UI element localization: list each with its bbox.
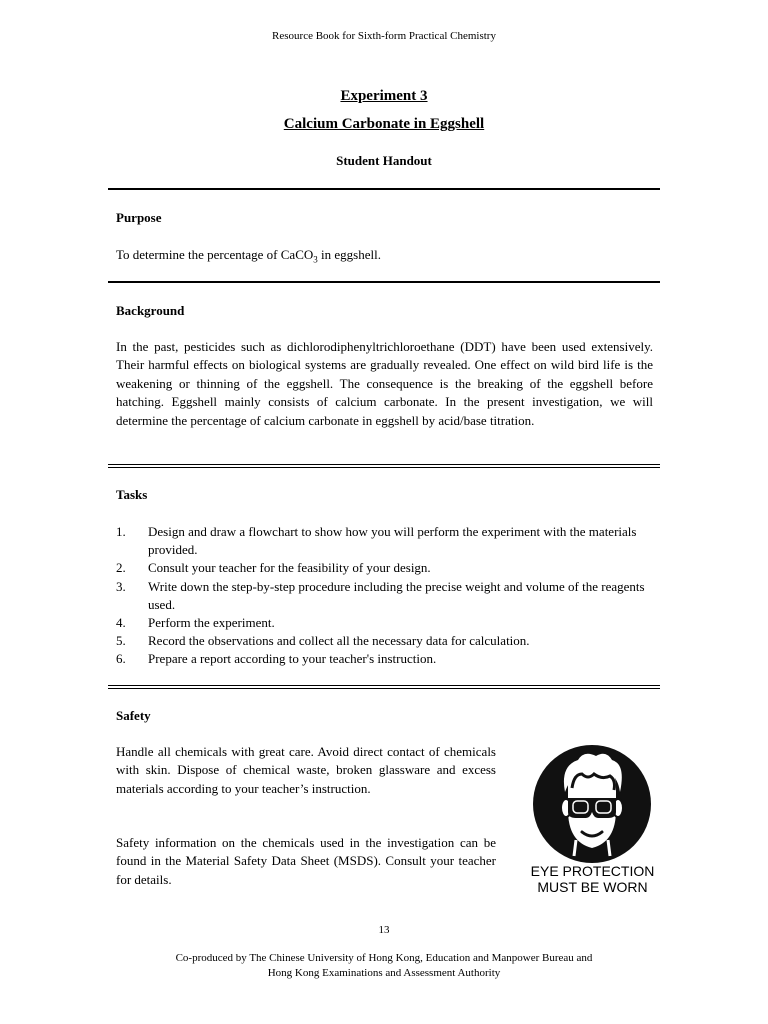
experiment-title: Calcium Carbonate in Eggshell <box>283 116 485 132</box>
handout-label: Student Handout <box>336 153 432 168</box>
section-divider-double <box>108 464 660 468</box>
background-heading: Background <box>116 303 185 318</box>
list-item-text: Consult your teacher for the feasibility of your design. <box>148 560 431 576</box>
footer-line-1: Co-produced by The Chinese University of Hong Kong, Education and Manpower Bureau and <box>175 952 593 964</box>
list-item <box>116 578 653 614</box>
list-item <box>116 559 653 577</box>
list-item-text: Write down the step-by-step procedure including the precise weight and volume of the reagents used. <box>148 578 645 612</box>
list-item <box>116 632 653 650</box>
list-item <box>116 523 653 559</box>
list-item-number: 1. <box>116 524 126 539</box>
purpose-text: To determine the percentage of CaCO$_3$ in eggshell. <box>116 247 381 265</box>
background-text: In the past, pesticides such as dichlorodiphenyltrichloroethane (DDT) have been used extensively. Their harmful effects on biological systems are gradually revealed. One effect on wild bird life is the weakening or thinning of the eggshell. The consequence is the breaking of the eggshell before hatching. Eggshell mainly consists of calcium carbonate. In the present investigation, we will determine the percentage of calcium carbonate in eggshell by acid/base titration. <box>116 339 653 428</box>
safety-heading: Safety <box>116 708 151 723</box>
eye-protection-icon <box>532 744 652 864</box>
list-item-number: 4. <box>116 615 126 631</box>
sign-line-1: EYE PROTECTION <box>530 863 655 879</box>
list-item <box>116 650 653 668</box>
purpose-heading: Purpose <box>116 210 162 225</box>
running-header: Resource Book for Sixth-form Practical Chemistry <box>272 30 496 42</box>
eye-protection-caption <box>520 863 665 895</box>
list-item-text: Design and draw a flowchart to show how you will perform the experiment with the materials provided. <box>148 524 637 558</box>
footer <box>0 951 768 981</box>
section-divider <box>108 188 660 190</box>
tasks-heading: Tasks <box>116 487 148 502</box>
safety-text-msds: Safety information on the chemicals used in the investigation can be found in the Material Safety Data Sheet (MSDS). Consult your teacher for details. <box>116 835 496 887</box>
list-item-number: 5. <box>116 633 126 649</box>
list-item-text: Perform the experiment. <box>148 615 275 631</box>
list-item <box>116 614 653 632</box>
footer-line-2: Hong Kong Examinations and Assessment Authority <box>267 967 501 979</box>
list-item-text: Prepare a report according to your teacher's instruction. <box>148 651 437 667</box>
section-divider <box>108 281 660 283</box>
experiment-number: Experiment 3 <box>340 88 428 104</box>
page-number: 13 <box>378 924 390 936</box>
sign-line-2: MUST BE WORN <box>537 879 648 895</box>
list-item-text: Record the observations and collect all the necessary data for calculation. <box>148 633 530 649</box>
safety-text-handling: Handle all chemicals with great care. Avoid direct contact of chemicals with skin. Dispose of chemical waste, broken glassware and excess materials according to your teacher’s instruction. <box>116 744 496 796</box>
section-divider-double <box>108 685 660 689</box>
tasks-list <box>116 523 653 669</box>
list-item-number: 6. <box>116 651 126 667</box>
list-item-number: 3. <box>116 578 126 594</box>
list-item-number: 2. <box>116 560 126 576</box>
